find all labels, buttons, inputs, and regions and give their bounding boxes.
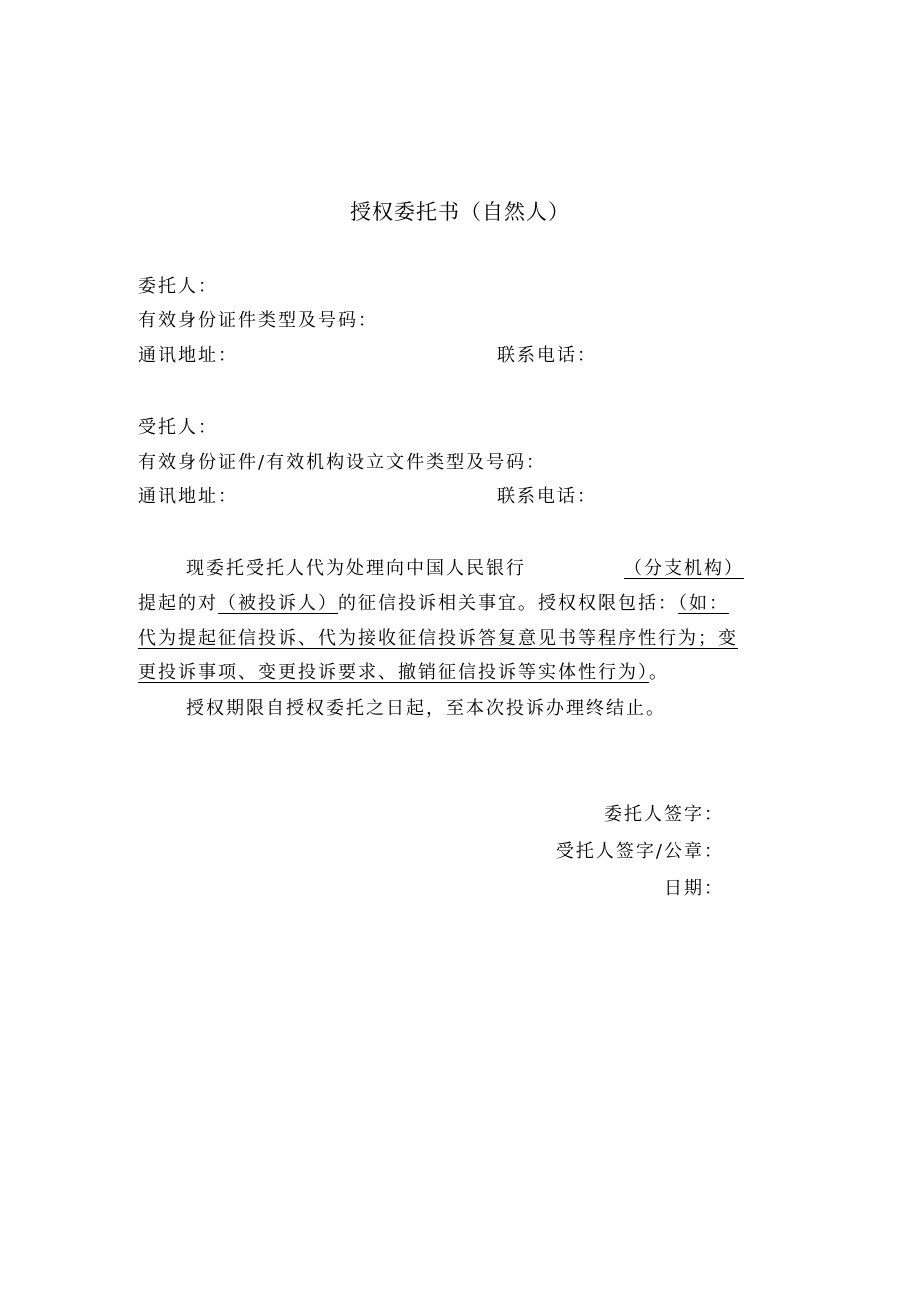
agent-id-label: 有效身份证件/有效机构设立文件类型及号码： xyxy=(138,452,547,473)
body-paragraph-line-4 xyxy=(138,660,669,686)
scope-field-middle: 代为提起征信投诉、代为接收征信投诉答复意见书等程序性行为；变 xyxy=(138,628,738,649)
agent-name-label: 受托人： xyxy=(138,417,218,438)
body-paragraph-line-2 xyxy=(138,591,729,617)
agent-phone-label: 联系电话： xyxy=(497,486,597,507)
respondent-field: （被投诉人） xyxy=(218,593,338,614)
principal-address-label: 通讯地址： xyxy=(138,345,238,366)
agent-signature-label: 受托人签字/公章： xyxy=(555,841,724,862)
body-text: 现委托受托人代为处理向中国人民银行 xyxy=(186,558,526,579)
body-paragraph-line-3 xyxy=(138,626,738,652)
principal-phone-label: 联系电话： xyxy=(497,345,597,366)
body-text: 提起的对 xyxy=(138,593,218,614)
principal-name-label: 委托人： xyxy=(138,276,218,297)
body-text: 的征信投诉相关事宜。授权权限包括： xyxy=(338,593,678,614)
principal-id-label: 有效身份证件类型及号码： xyxy=(138,310,378,331)
scope-field-start: （如： xyxy=(678,593,729,614)
body-paragraph-line-1 xyxy=(186,556,744,582)
body-text: 。 xyxy=(649,662,669,683)
scope-field-end: 更投诉事项、变更投诉要求、撤销征信投诉等实体性行为） xyxy=(138,662,649,683)
principal-signature-label: 委托人签字： xyxy=(604,804,724,825)
document-title: 授权委托书（自然人） xyxy=(350,200,570,224)
branch-field: （分支机构） xyxy=(624,558,744,579)
date-label: 日期： xyxy=(664,878,724,899)
body-paragraph-2: 授权期限自授权委托之日起，至本次投诉办理终结止。 xyxy=(186,698,666,719)
agent-address-label: 通讯地址： xyxy=(138,486,238,507)
